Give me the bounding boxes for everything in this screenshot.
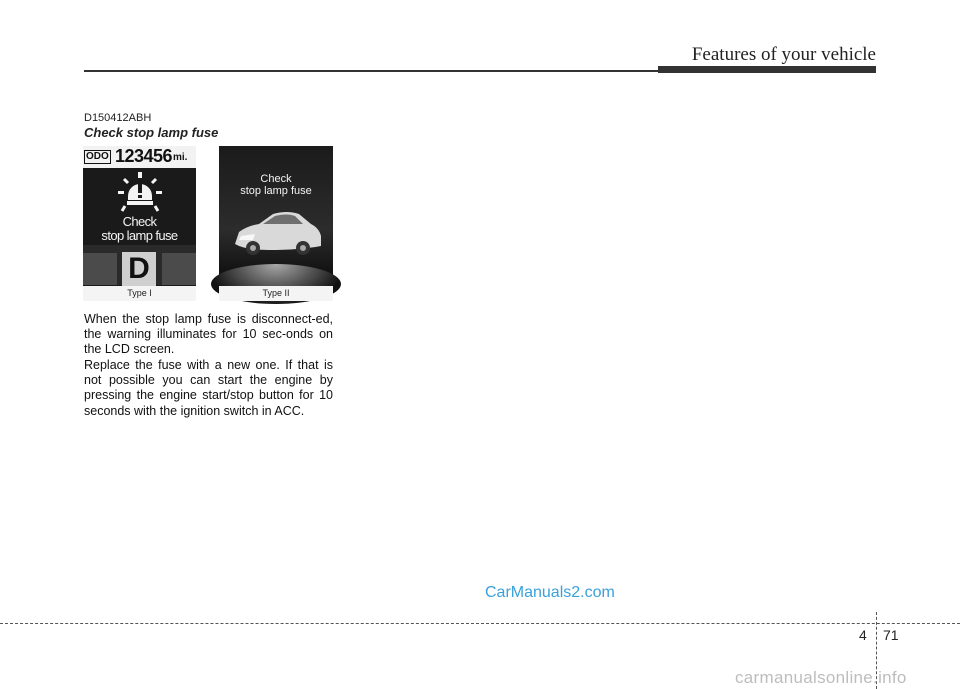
figure-caption: Type I bbox=[83, 286, 196, 301]
gear-band-left bbox=[83, 253, 117, 285]
page-number: 71 bbox=[883, 627, 899, 643]
figure-type2 bbox=[219, 146, 333, 301]
header-rule-accent bbox=[658, 66, 876, 73]
figure-caption: Type II bbox=[219, 286, 333, 301]
check-message-line2: stop lamp fuse bbox=[240, 185, 312, 197]
odometer-bar bbox=[83, 146, 196, 168]
footer-site: carmanualsonline.info bbox=[735, 668, 907, 687]
odo-label: ODO bbox=[86, 151, 109, 162]
gear-band-right bbox=[162, 253, 196, 285]
gear-indicator: D bbox=[122, 252, 156, 286]
warning-lamp-icon bbox=[118, 172, 162, 212]
body-paragraph: When the stop lamp fuse is disconnect-ed, the warning illuminates for 10 sec-onds on the LCD screen. bbox=[84, 312, 333, 357]
odometer-unit: mi. bbox=[173, 152, 188, 163]
check-message-line1: Check bbox=[122, 214, 157, 229]
section-title: Check stop lamp fuse bbox=[84, 125, 219, 140]
chapter-number: 4 bbox=[859, 627, 867, 643]
section-code: D150412ABH bbox=[84, 112, 152, 124]
header-section-title: Features of your vehicle bbox=[691, 44, 876, 65]
body-paragraph: Replace the fuse with a new one. If that is not possible you can start the engine by pressing the engine start/stop button for 10 seconds with the ignition switch in ACC. bbox=[84, 358, 333, 418]
figure-type1 bbox=[83, 146, 196, 301]
check-message-line1: Check bbox=[260, 173, 292, 185]
footer-rule bbox=[0, 623, 960, 624]
watermark: CarManuals2.com bbox=[485, 584, 615, 601]
car-icon bbox=[229, 202, 324, 262]
gear-band bbox=[83, 245, 196, 285]
lcd-screen bbox=[219, 146, 333, 286]
check-message-line2: stop lamp fuse bbox=[101, 228, 178, 243]
odometer-value: 123456 bbox=[115, 146, 173, 166]
